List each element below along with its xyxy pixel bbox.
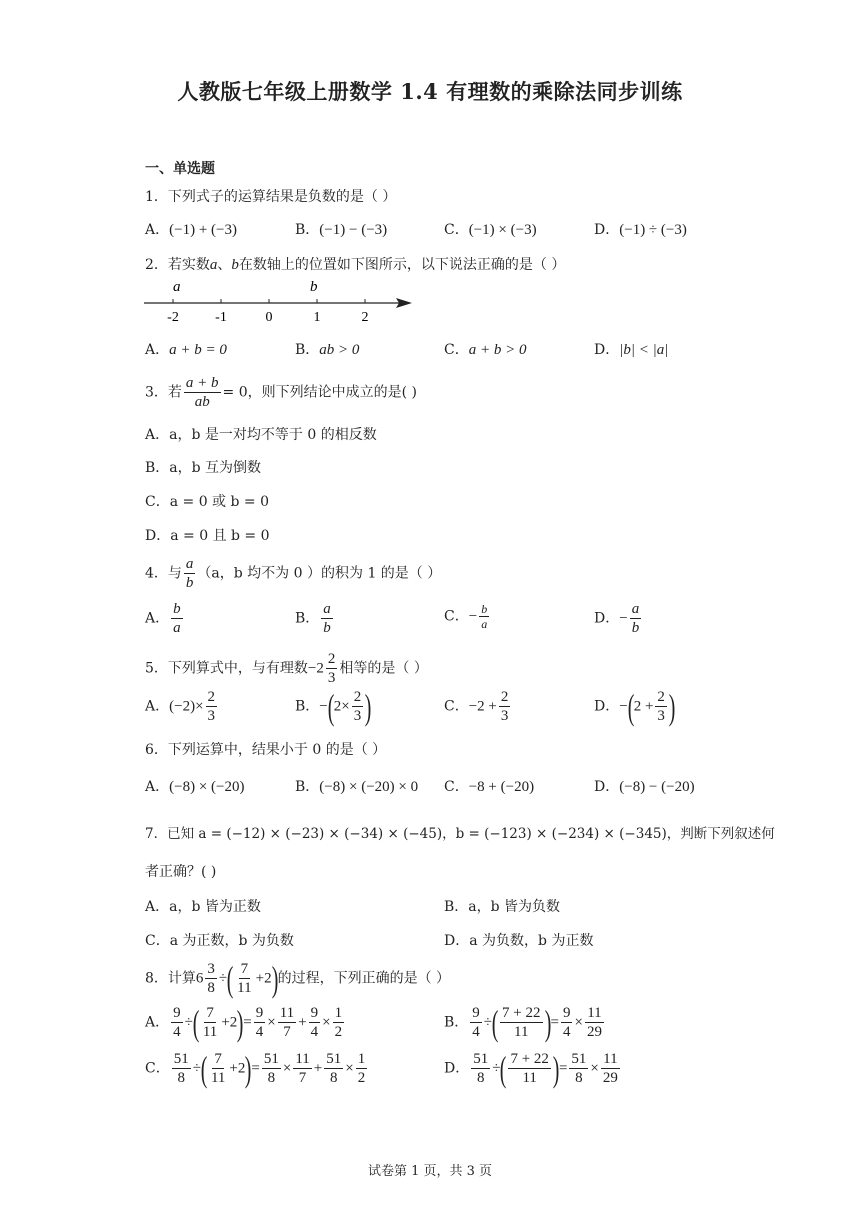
q6-option-b[interactable]: B．(−8) × (−20) × 0 [295, 779, 419, 795]
q2-option-b[interactable]: B．ab > 0 [295, 342, 360, 358]
q1-option-a[interactable]: A．(−1) + (−3) [145, 222, 237, 238]
page-footer: 试卷第 1 页，共 3 页 [367, 1164, 493, 1179]
q2-option-d[interactable]: D．|b| < |a| [594, 342, 669, 358]
number-line-figure [140, 278, 420, 326]
q2-option-a[interactable]: A．a + b = 0 [145, 342, 227, 358]
q5-option-b[interactable]: B．−(2× $\frac{2}{3}$ ) [295, 686, 372, 727]
point-a-label: a [173, 279, 181, 295]
q5-option-d[interactable]: D．−(2 + $\frac{2}{3}$ ) [594, 686, 676, 727]
number-line-tick-label: 2 [361, 310, 369, 325]
q2-option-c[interactable]: C．a + b > 0 [444, 342, 527, 358]
section-heading: 一、单选题 [145, 161, 215, 177]
q1-option-c[interactable]: C．(−1) × (−3) [444, 222, 537, 238]
number-line-tick-label: 1 [313, 310, 321, 325]
q5-option-a[interactable]: A．(−2)× $\frac{2}{3}$ [145, 689, 216, 724]
number-line-tick-label: -1 [215, 310, 227, 325]
question-1-stem: 1．下列式子的运算结果是负数的是（ ） [145, 189, 397, 205]
q7-option-c[interactable]: C．a 为正数，b 为负数 [145, 933, 294, 949]
number-line-tick-label: 0 [265, 310, 273, 325]
page-title: 人教版七年级上册数学 1.4 有理数的乘除法同步训练 [177, 79, 683, 104]
q4-option-a[interactable]: A． $\frac{b}{a}$ [145, 601, 181, 636]
question-2-stem: 2．若实数a、b在数轴上的位置如下图所示，以下说法正确的是（ ） [145, 257, 566, 273]
q4-option-c[interactable]: C．− $\frac{b}{a}$ [444, 602, 488, 631]
q8-option-b[interactable]: B． $\frac{9}{4}$ ÷( $\frac{7 + 22}{11}$ )= $\frac{9}{4}$ × $\frac{11}{29}$ [444, 1002, 602, 1043]
q6-option-a[interactable]: A．(−8) × (−20) [145, 779, 245, 795]
question-5-stem: 5．下列算式中，与有理数−2 $\frac{2}{3}$ 相等的是（ ） [145, 651, 428, 686]
q7-option-d[interactable]: D．a 为负数，b 为正数 [444, 933, 594, 949]
q3-option-a[interactable]: A．a，b 是一对均不等于 0 的相反数 [145, 427, 377, 443]
q3-option-c[interactable]: C．a = 0 或 b = 0 [145, 494, 270, 510]
q8-option-c[interactable]: C． $\frac{51}{8}$ ÷( $\frac{7}{11}$ +2)= $\frac{51}{8}$ × $\frac{11}{7}$ + $\frac{51}{8}$ × $\frac{1}{2}$ [145, 1048, 366, 1089]
q1-option-b[interactable]: B．(−1) − (−3) [295, 222, 388, 238]
q6-option-c[interactable]: C．−8 + (−20) [444, 779, 535, 795]
q5-option-c[interactable]: C．−2 + $\frac{2}{3}$ [444, 689, 509, 724]
q4-option-b[interactable]: B． $\frac{a}{b}$ [295, 601, 331, 636]
question-6-stem: 6．下列运算中，结果小于 0 的是（ ） [145, 742, 387, 758]
q7-option-b[interactable]: B．a，b 皆为负数 [444, 899, 561, 915]
question-3-stem: 3．若 $\frac{a + b}{ab}$ = 0，则下列结论中成立的是( ) [145, 375, 418, 410]
number-line-tick-label: -2 [167, 310, 179, 325]
question-7-line-2: 者正确？( ) [145, 864, 217, 880]
q7-option-a[interactable]: A．a，b 皆为正数 [145, 899, 261, 915]
q3-option-d[interactable]: D．a = 0 且 b = 0 [145, 528, 270, 544]
question-7-line-1: 7．已知 a = (−12) × (−23) × (−34) × (−45)，b = (−123) × (−234) × (−345)，判断下列叙述何 [145, 826, 775, 842]
point-b-label: b [310, 279, 318, 295]
q6-option-d[interactable]: D．(−8) − (−20) [594, 779, 695, 795]
q4-option-d[interactable]: D．− $\frac{a}{b}$ [594, 601, 640, 636]
question-8-stem: 8．计算6 $\frac{3}{8}$ ÷( $\frac{7}{11}$ +2)的过程，下列正确的是（ ） [145, 958, 451, 999]
q1-option-d[interactable]: D．(−1) ÷ (−3) [594, 222, 687, 238]
q3-option-b[interactable]: B．a，b 互为倒数 [145, 460, 262, 476]
q8-option-d[interactable]: D． $\frac{51}{8}$ ÷( $\frac{7 + 22}{11}$ )= $\frac{51}{8}$ × $\frac{11}{29}$ [444, 1048, 618, 1089]
q8-option-a[interactable]: A． $\frac{9}{4}$ ÷( $\frac{7}{11}$ +2)= $\frac{9}{4}$ × $\frac{11}{7}$ + $\frac{9}{4}$ × $\frac{1}{2}$ [145, 1002, 343, 1043]
question-4-stem: 4．与 $\frac{a}{b}$ （a，b 均不为 0 ）的积为 1 的是（ ） [145, 556, 442, 591]
